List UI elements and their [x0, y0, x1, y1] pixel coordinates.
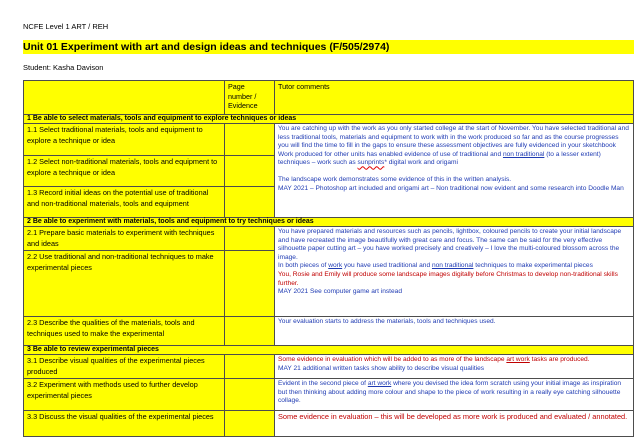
comment-paragraph [278, 262, 630, 271]
comment-text: work [328, 262, 343, 270]
comment-paragraph: You are catching up with the work as you only started college at the start of November. You have selected traditional and less traditional tools, materials and equipment to work with in the work produced so far and as the course progresses you will find the time to fill in the gaps to ensure these assessment objectives are fully evidenced in your sketchbook [278, 125, 629, 150]
criterion-1-2: 1.2 Select non-traditional materials, tools and equipment to explore a technique or idea [24, 156, 225, 187]
section-row [24, 218, 634, 227]
comment-paragraph: MAY 21 additional written tasks show ability to describe visual qualities [278, 364, 485, 372]
criterion-3-3: 3.3 Discuss the visual qualities of the experimental pieces [24, 411, 225, 437]
comment-paragraph: You have prepared materials and resources such as pencils, lightbox, coloured pencils to create your initial landscape and have recreated the image beautifully with great care and focus. The same can be said for the very effective silhouette paper cutting art – you have worked precisely and creatively – I love the multi-coloured blossom across the image. [278, 228, 622, 261]
header-tutor-comments: Tutor comments [275, 81, 634, 115]
comment-text: (to a lesser extent) techniques – work such as [278, 150, 601, 167]
comment-paragraph: The landscape work demonstrates some evidence of this in the written analysis. [278, 175, 512, 183]
comment-text: Evident in the second piece of [278, 380, 368, 387]
header-criteria-cell [24, 81, 225, 115]
criterion-3-2: 3.2 Experiment with methods used to further develop experimental pieces [24, 379, 225, 411]
criterion-3-2-comment [275, 379, 634, 411]
criterion-2-1: 2.1 Prepare basic materials to experiment with techniques and ideas [24, 227, 225, 251]
criterion-1-3: 1.3 Record initial ideas on the potential use of traditional and non-traditional materials, tools and equipment [24, 187, 225, 218]
comment-paragraph: You, Rosie and Emily will produce some landscape images digitally before Christmas to develop non-traditional skills further. [278, 270, 618, 287]
comment-text: art work [367, 380, 392, 387]
criterion-2-3: 2.3 Describe the qualities of the materials, tools and techniques used to make the experimental [24, 317, 225, 346]
evidence-cell [225, 317, 275, 346]
table-row [24, 227, 634, 251]
comment-text: you have used traditional and [342, 262, 432, 270]
section-2-comments [275, 227, 634, 317]
comment-paragraph: MAY 2021 See computer game art instead [278, 288, 403, 296]
section-row [24, 346, 634, 355]
evidence-cell [225, 355, 275, 379]
comment-text: In both pieces of [278, 262, 329, 270]
criterion-3-3-comment: Some evidence in evaluation – this will be developed as more work is produced and evaluated / annotated. [275, 411, 634, 437]
section-2-3-comment: Your evaluation starts to address the materials, tools and techniques used. [275, 317, 634, 346]
assessment-table [23, 80, 634, 437]
comment-text: tasks are produced. [529, 356, 590, 363]
comment-text: * digital work and origami [384, 159, 458, 167]
section-2-heading: 2 Be able to experiment with materials, tools and equipment to try techniques or ideas [24, 218, 634, 227]
comment-text: where you devised the idea form scratch using your initial image as inspiration but then thinking about adding more colour and shape to the piece of work resulting in a really eye catching silhouette collage. [278, 380, 622, 405]
course-code: NCFE Level 1 ART / REH [23, 22, 109, 31]
table-row [24, 317, 634, 346]
comment-paragraph [278, 356, 630, 365]
table-row [24, 124, 634, 156]
student-name: Student: Kasha Davison [23, 63, 104, 72]
table-header-row [24, 81, 634, 115]
section-1-heading: 1 Be able to select materials, tools and equipment to explore techniques or ideas [24, 115, 634, 124]
comment-text: Some evidence in evaluation which will be added to as more of the landscape [278, 356, 507, 363]
evidence-cell [225, 251, 275, 317]
criterion-3-1: 3.1 Describe visual qualities of the experimental pieces produced [24, 355, 225, 379]
criterion-2-2: 2.2 Use traditional and non-traditional techniques to make experimental pieces [24, 251, 225, 317]
criterion-1-1: 1.1 Select traditional materials, tools and equipment to explore a technique or idea [24, 124, 225, 156]
comment-paragraph: MAY 2021 – Photoshop art included and origami art – Non traditional now evident and some research into Doodle Man [278, 184, 624, 192]
table-row [24, 379, 634, 411]
evidence-cell [225, 156, 275, 187]
comment-paragraph [278, 151, 630, 168]
evidence-cell [225, 379, 275, 411]
section-3-heading: 3 Be able to review experimental pieces [24, 346, 634, 355]
comment-text: Work produced for other units has enabled evidence of use of traditional and [278, 150, 503, 158]
comment-text: techniques to make experimental pieces [473, 262, 593, 270]
unit-title: Unit 01 Experiment with art and design ideas and techniques (F/505/2974) [23, 40, 634, 54]
evidence-cell [225, 187, 275, 218]
comment-text: sunprints [357, 159, 385, 167]
comment-text: non traditional [431, 262, 474, 270]
criterion-3-1-comment [275, 355, 634, 379]
evidence-cell [225, 124, 275, 156]
section-row [24, 115, 634, 124]
header-evidence: Page number / Evidence [225, 81, 275, 115]
evidence-cell [225, 227, 275, 251]
section-1-comments [275, 124, 634, 218]
comment-text: non traditional [502, 150, 545, 158]
comment-text: art work [506, 356, 530, 363]
table-row [24, 355, 634, 379]
